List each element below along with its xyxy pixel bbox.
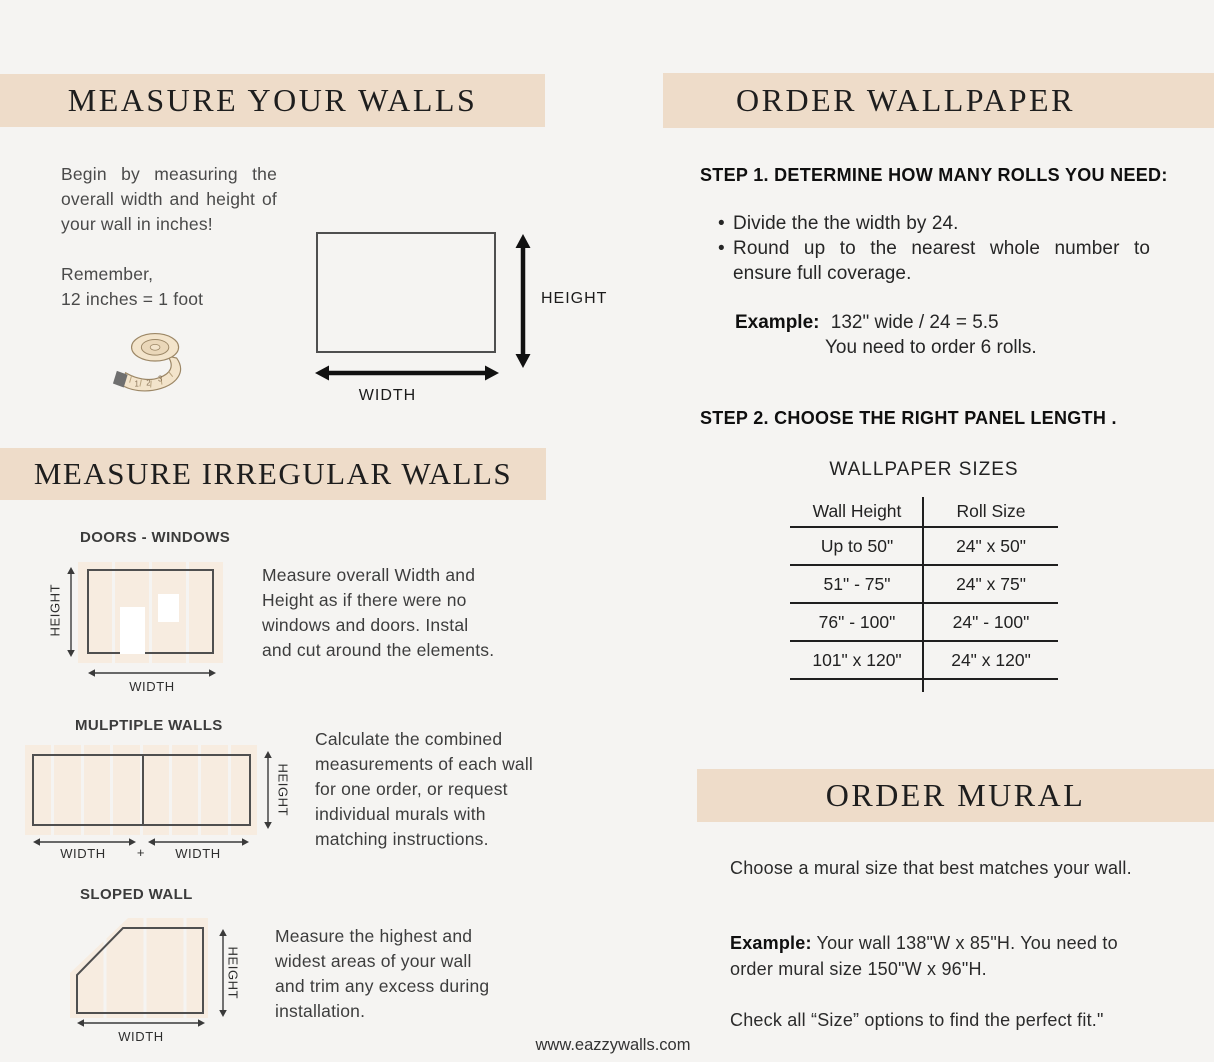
measure-walls-banner <box>0 74 545 127</box>
height-label: HEIGHT <box>541 290 608 307</box>
table-header-wall-height: Wall Height <box>812 501 902 521</box>
table-row <box>790 602 1058 640</box>
multiple-walls-height-label: HEIGHT <box>275 763 291 817</box>
multiple-walls-plus-sign: + <box>136 845 146 860</box>
multiple-walls-outline <box>32 754 251 826</box>
irregular-walls-title: MEASURE IRREGULAR WALLS <box>33 456 513 491</box>
table-vertical-divider <box>922 497 924 692</box>
svg-text:3: 3 <box>158 374 163 384</box>
doors-windows-width-arrow <box>88 667 216 679</box>
doors-windows-wall-outline <box>87 569 214 654</box>
sloped-wall-width-arrow <box>77 1017 205 1029</box>
multiple-walls-text: Calculate the combined measurements of each wall for one order, or request individual murals with matching instructions. <box>315 729 534 849</box>
width-arrow <box>314 362 500 384</box>
table-bottom-line <box>790 678 1058 680</box>
website-footer: www.eazzywalls.com <box>535 1036 691 1054</box>
table-cell: 24" - 100" <box>952 611 1030 632</box>
remember-note <box>61 262 203 312</box>
multiple-walls-width-label-right: WIDTH <box>175 846 221 861</box>
table-cell: 24" x 75" <box>956 573 1026 594</box>
example-line2: You need to order 6 rolls. <box>825 337 1037 358</box>
table-cell: 24" x 120" <box>951 649 1031 670</box>
step1-bullets <box>718 211 1150 286</box>
order-mural-title: ORDER MURAL <box>825 777 1086 813</box>
table-row <box>790 640 1058 678</box>
sloped-wall-height-label: HEIGHT <box>225 946 241 1000</box>
mural-example-label: Example: <box>730 933 812 953</box>
measure-walls-title: MEASURE YOUR WALLS <box>67 82 478 118</box>
wallpaper-sizes-title: WALLPAPER SIZES <box>829 459 1019 480</box>
order-wallpaper-banner <box>663 73 1214 128</box>
table-cell: 76" - 100" <box>818 611 896 632</box>
irregular-walls-banner <box>0 448 546 500</box>
mural-note: Check all “Size” options to find the perfect fit." <box>730 1010 1104 1030</box>
sloped-wall-text: Measure the highest and widest areas of your wall and trim any excess during installation. <box>275 926 490 1021</box>
height-arrow <box>512 233 534 369</box>
svg-text:2: 2 <box>146 378 151 388</box>
door-shape <box>120 607 145 654</box>
order-mural-banner <box>697 769 1214 822</box>
table-cell: 101" x 120" <box>812 649 902 670</box>
measuring-tape-icon <box>110 326 208 398</box>
doors-windows-height-label: HEIGHT <box>47 583 63 637</box>
remember-line1: Remember, <box>61 264 154 284</box>
example-label: Example: <box>735 312 820 333</box>
remember-line2: 12 inches = 1 foot <box>61 289 204 309</box>
doors-windows-width-label: WIDTH <box>129 679 175 694</box>
sloped-wall-label: SLOPED WALL <box>80 886 193 903</box>
mural-example <box>730 930 1150 982</box>
doors-windows-text: Measure overall Width and Height as if there were no windows and doors. Instal and cut around the elements. <box>262 565 495 660</box>
table-row <box>790 526 1058 564</box>
table-cell: 51" - 75" <box>823 573 891 594</box>
doors-windows-label: DOORS - WINDOWS <box>80 529 231 546</box>
mural-intro: Choose a mural size that best matches your wall. <box>730 858 1132 878</box>
multiple-walls-width-label-left: WIDTH <box>60 846 106 861</box>
multiple-walls-label: MULPTIPLE WALLS <box>75 717 223 734</box>
width-label: WIDTH <box>358 387 417 404</box>
multiple-walls-height-arrow <box>262 751 274 829</box>
sloped-wall-diagram <box>60 915 230 1025</box>
order-wallpaper-title: ORDER WALLPAPER <box>736 82 1075 118</box>
wallpaper-sizes-table <box>790 497 1058 680</box>
table-cell: 24" x 50" <box>956 535 1026 556</box>
step2-heading: STEP 2. CHOOSE THE RIGHT PANEL LENGTH . <box>700 408 1117 428</box>
measure-walls-intro: Begin by measuring the overall width and height of your wall in inches! <box>61 164 277 234</box>
sloped-wall-width-label: WIDTH <box>118 1029 164 1044</box>
step1-heading: STEP 1. DETERMINE HOW MANY ROLLS YOU NEED: <box>700 165 1168 185</box>
table-row <box>790 564 1058 602</box>
example-line1: 132" wide / 24 = 5.5 <box>830 312 999 333</box>
multiple-walls-divider <box>142 756 144 824</box>
table-cell: Up to 50" <box>820 535 894 556</box>
mural-example-text: Your wall 138"W x 85"H. You need to order mural size 150"W x 96"H. <box>730 933 1118 979</box>
svg-text:1: 1 <box>134 379 139 389</box>
bullet-item: • Divide the the width by 24. <box>718 211 1150 236</box>
bullet-item: • Round up to the nearest whole number to ensure full coverage. <box>718 236 1150 286</box>
table-header-roll-size: Roll Size <box>956 501 1026 521</box>
doors-windows-height-arrow <box>65 567 77 657</box>
table-header-row <box>790 497 1058 526</box>
window-shape <box>158 594 179 622</box>
step1-example <box>735 312 999 334</box>
wall-diagram-rectangle <box>316 232 496 353</box>
